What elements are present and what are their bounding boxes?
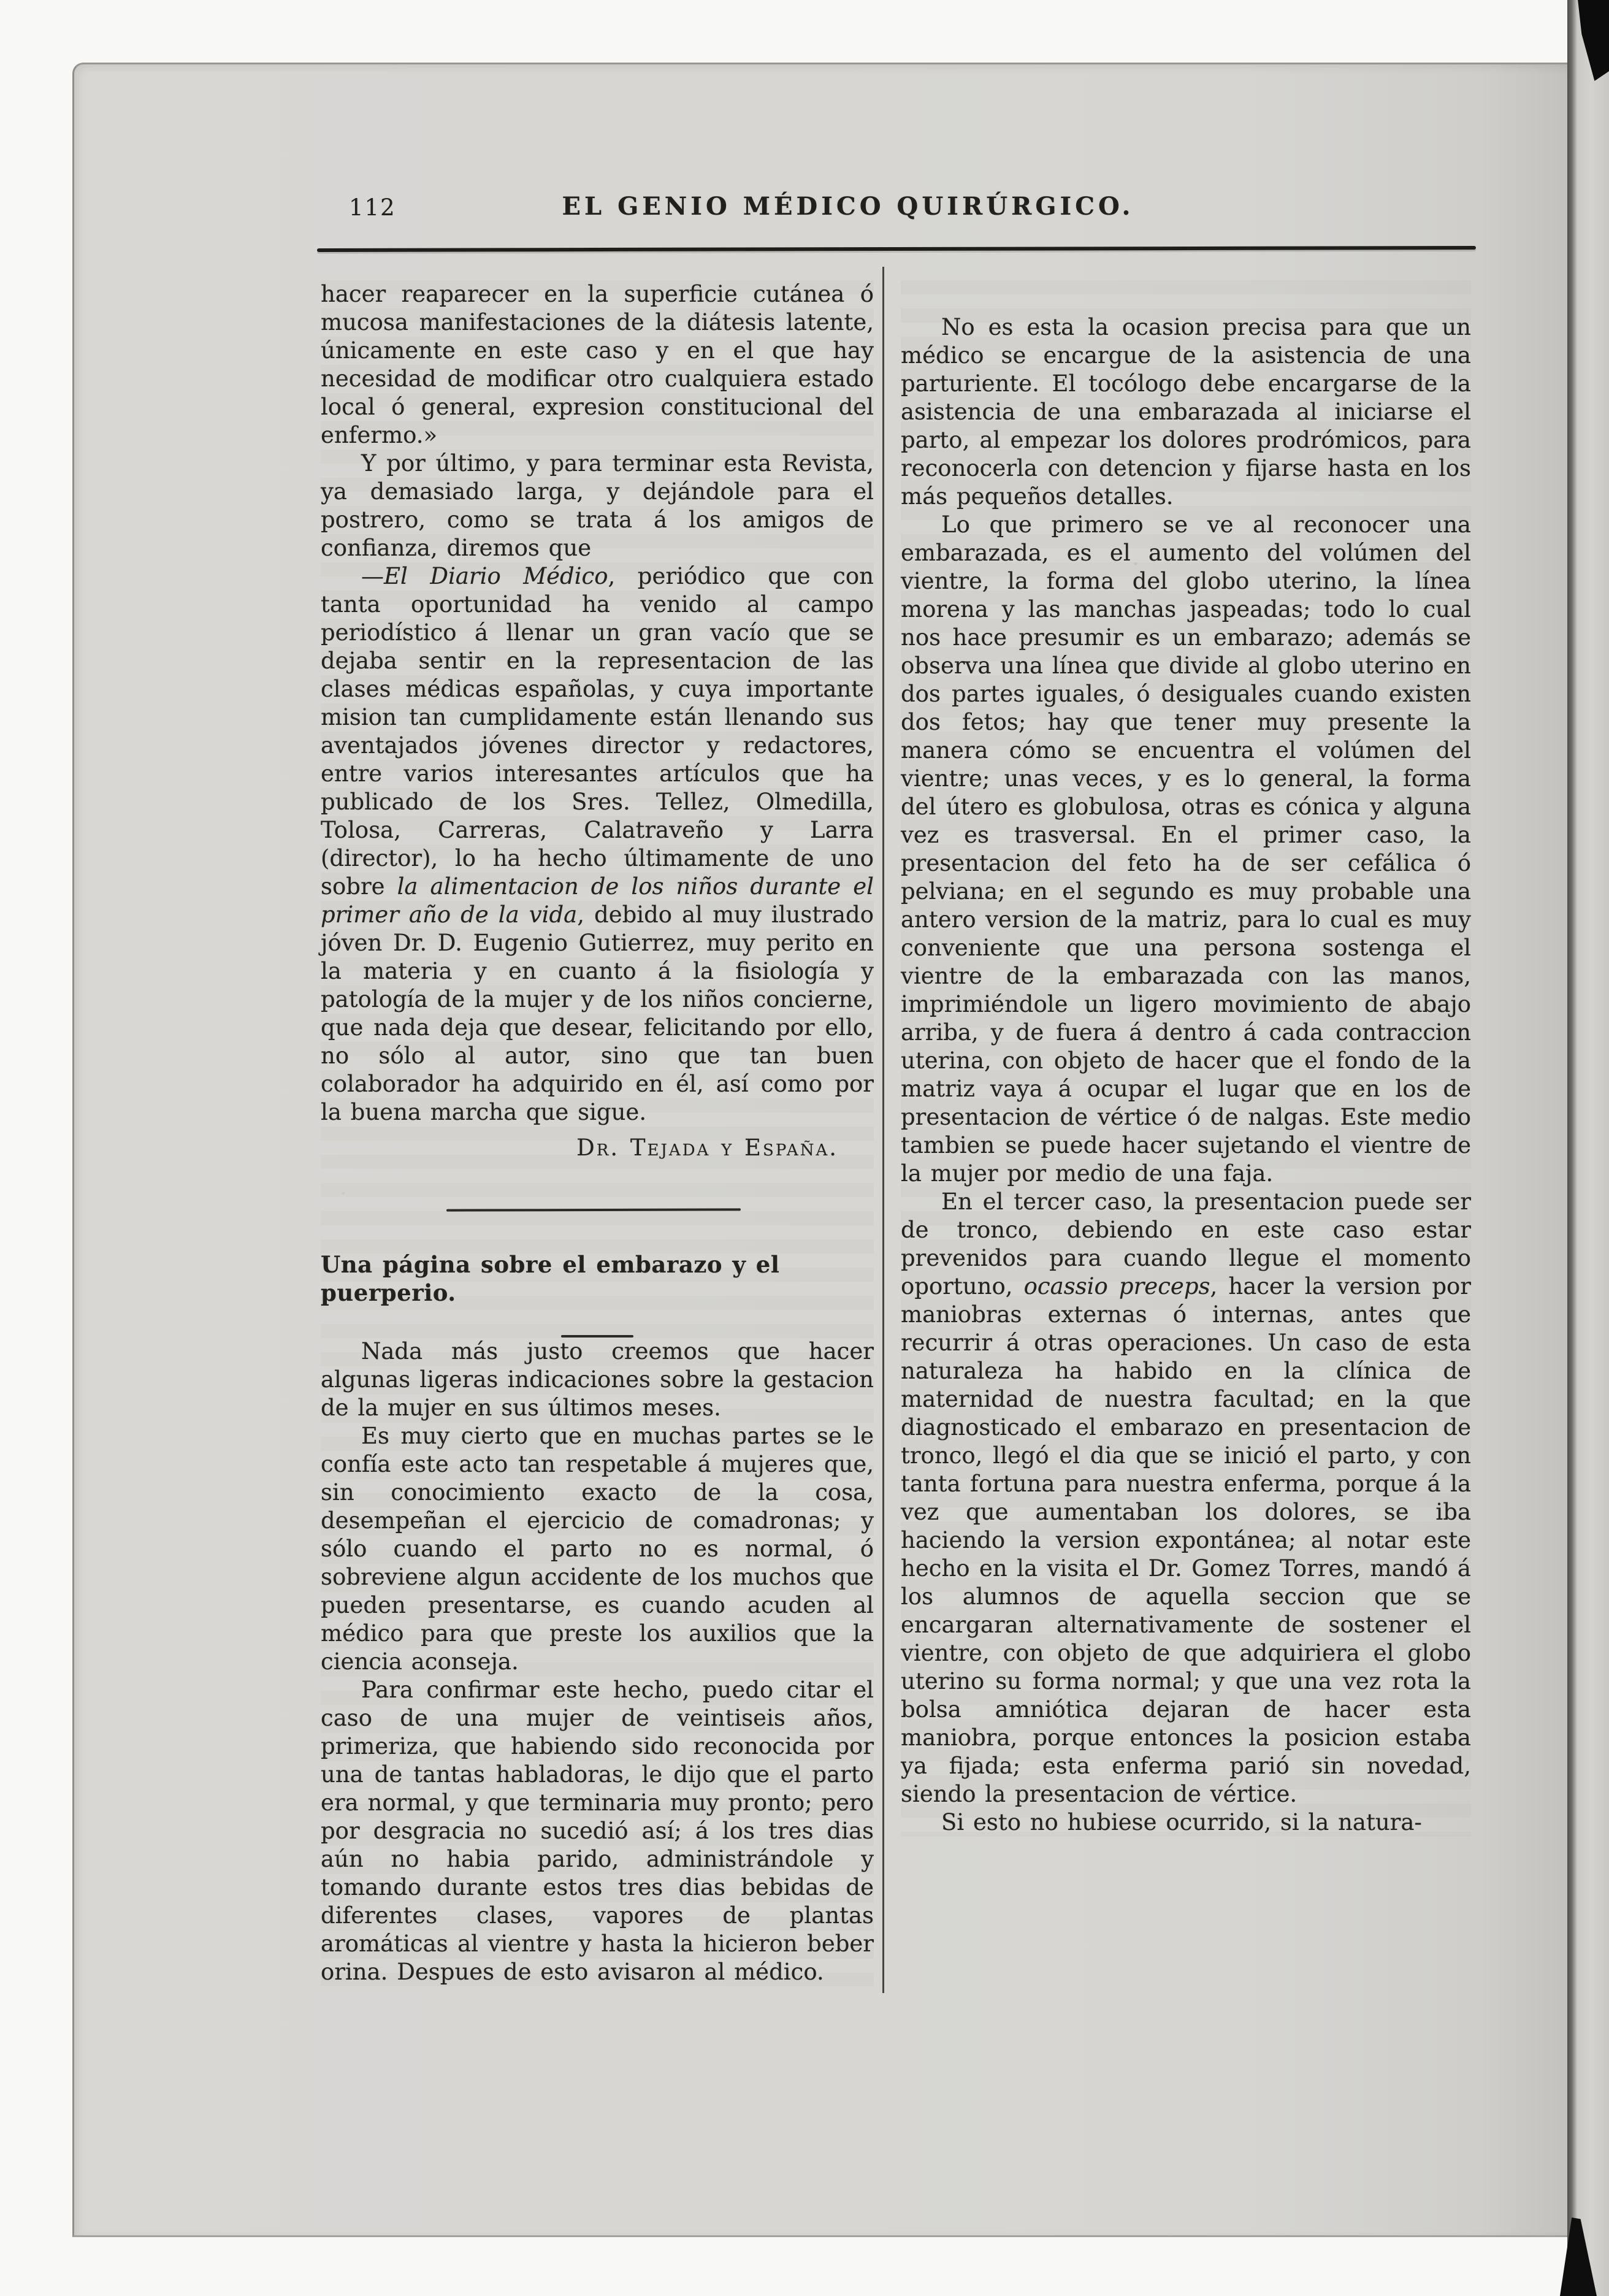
text-run: Nada más justo creemos que hacer algunas ligeras indicaciones sobre la gestacion de la mujer en sus últimos meses. [321, 1338, 874, 1421]
text-run: , periódico que con tanta oportunidad ha venido al campo periodístico á llenar un gran vacío que se dejaba sentir en la representacion de las clases médicas españolas, y cuya importante mision tan cumplidamente están llenando sus aventajados jóvenes director y redactores, entre varios interesantes artículos que ha publicado de los Sres. Tellez, Olmedilla, Tolosa, Carreras, Calatraveño y Larra (director), lo ha hecho últimamente de uno sobre [321, 563, 874, 900]
text-run: No es esta la ocasion precisa para que un médico se encargue de la asistencia de una parturiente. El tocólogo debe encargarse de la asistencia de una embarazada al iniciarse el parto, al empezar los dolores prodrómicos, para reconocerla con detencion y fijarse hasta en los más pequeños detalles. [901, 314, 1471, 510]
text-run: Es muy cierto que en muchas partes se le confía este acto tan respetable á mujeres que, sin conocimiento exacto de la cosa, desempeñan el ejercicio de comadronas; y sólo cuando el parto no es normal, ó sobreviene algun accidente de los muchos que pueden presentarse, es cuando acuden al médico para que preste los auxilios que la ciencia aconseja. [321, 1423, 874, 1675]
text-run: Lo que primero se ve al reconocer una embarazada, es el aumento del volúmen del vientre, la forma del globo uterino, la línea morena y las manchas jaspeadas; todo lo cual nos hace presumir es un embarazo; además se observa una línea que divide al globo uterino en dos partes iguales, ó desiguales cuando existen dos fetos; hay que tener muy presente la manera cómo se encuentra el volúmen del vientre; unas veces, y es lo general, la forma del útero es globulosa, otras es cónica y alguna vez es trasversal. En el primer caso, la presentacion del feto ha de ser cefálica ó pelviana; en el segundo es muy probable una antero version de la matriz, para lo cual es muy conveniente que una persona sostenga el vientre de la embarazada con las manos, imprimiéndole un ligero movimiento de abajo arriba, y de fuera á dentro á cada contraccion uterina, con objeto de hacer que el fondo de la matriz vaya á ocupar el lugar que en los de presentacion de vértice ó de nalgas. Este medio tambien se puede hacer sujetando el vientre de la mujer por medio de una faja. [901, 511, 1471, 1187]
text-run: Para confirmar este hecho, puedo citar el caso de una mujer de veintiseis años, primeriza, que habiendo sido reconocida por una de tantas habladoras, le dijo que el parto era normal, y que terminaria muy pronto; pero por desgracia no sucedió así; á los tres dias aún no habia parido, administrándole y tomando durante estos tres dias bebidas de diferentes clases, vapores de plantas aromáticas al vientre y hasta la hicieron beber orina. Despues de esto avisaron al médico. [321, 1677, 874, 1985]
journal-title: EL GENIO MÉDICO QUIRÚRGICO. [562, 192, 1134, 221]
text-run: En el tercer caso, la presentacion puede ser de tronco, debiendo en este caso estar prevenidos para cuando llegue el momento oportuno, [901, 1188, 1471, 1299]
text-run: Y por último, y para terminar esta Revista, ya demasiado larga, y dejándole para el postrero, como se trata á los amigos de confianza, diremos que [321, 450, 874, 561]
paragraph [321, 1422, 874, 1676]
text-run: , debido al muy ilustrado jóven Dr. D. Eugenio Gutierrez, muy perito en la materia y en cuanto á la fisiología y patología de la mujer y de los niños concierne, que nada deja que desear, felicitando por ello, no sólo al autor, sino que tan buen colaborador ha adquirido en él, así como por la buena marcha que sigue. [321, 901, 874, 1125]
column-divider-rule [882, 267, 884, 1993]
paragraph [321, 450, 874, 562]
paragraph [321, 1676, 874, 1986]
section-separator-rule [446, 1208, 741, 1211]
paragraph [321, 1337, 874, 1422]
book-page [72, 63, 1569, 2237]
paragraph [901, 511, 1471, 1188]
paragraph [901, 313, 1471, 511]
paragraph [321, 562, 874, 1127]
page-number: 112 [349, 194, 396, 221]
italic-text-run: ocassio preceps [1023, 1273, 1210, 1299]
text-run: hacer reaparecer en la superficie cutánea ó mucosa manifestaciones de la diátesis latente, únicamente en este caso y en el que hay necesidad de modificar otro cualquiera estado local ó general, expresion constitucional del enfermo.» [321, 281, 874, 448]
paragraph [901, 1188, 1471, 1808]
text-run: , hacer la version por maniobras externas ó internas, antes que recurrir á otras operaciones. Un caso de esta naturaleza ha habido en la clínica de maternidad de nuestra facultad; en la que diagnosticado el embarazo en presentacion de tronco, llegó el dia que se inició el parto, y con tanta fortuna para nuestra enferma, porque á la vez que aumentaban los dolores, se iba haciendo la version expontánea; al notar este hecho en la visita el Dr. Gomez Torres, mandó á los alumnos de aquella seccion que se encargaran alternativamente de sostener el vientre, con objeto de que adquiriera el globo uterino su forma normal; y que una vez rota la bolsa amniótica dejaran de hacer esta maniobra, porque entonces la posicion estaba ya fijada; esta enferma parió sin novedad, siendo la presentacion de vértice. [901, 1273, 1471, 1807]
page-gutter [1567, 0, 1609, 2296]
section-heading: Una página sobre el embarazo y el puerperio. [321, 1251, 780, 1306]
text-run: — [361, 563, 384, 589]
paragraph [901, 1808, 1471, 1837]
right-column [901, 280, 1471, 1837]
italic-text-run: El Diario Médico [384, 563, 608, 589]
text-run: Si esto no hubiese ocurrido, si la natura- [941, 1809, 1422, 1835]
paragraph [321, 280, 874, 450]
author-signature: Dr. Tejada y España. [576, 1135, 838, 1161]
italic-text-run: la alimentacion de los niños durante el primer año de la vida [321, 873, 874, 928]
header-rule [317, 246, 1476, 252]
left-column [321, 280, 874, 1986]
